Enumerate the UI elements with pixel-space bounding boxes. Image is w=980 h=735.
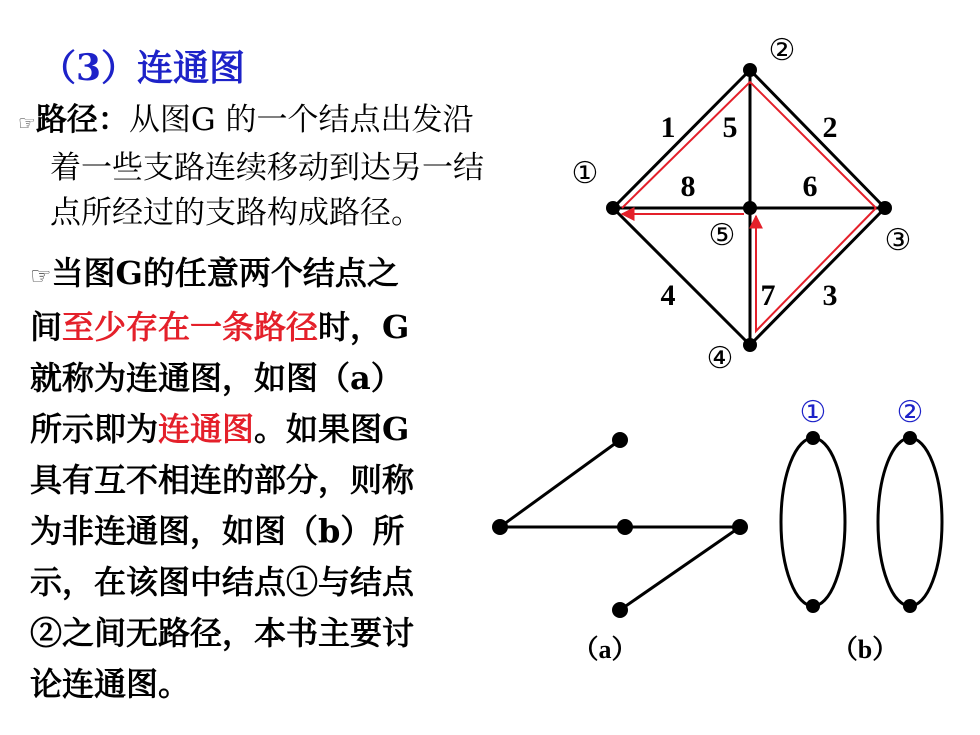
- edge-2: [750, 70, 885, 208]
- graph-b: [781, 395, 942, 664]
- def-line-2b: 时，G: [318, 308, 410, 346]
- edge-label-1: 1: [660, 111, 676, 144]
- path-def-line-1: 从图G 的一个结点出发沿: [128, 102, 474, 138]
- def-line-1: 当图G的任意两个结点之: [51, 254, 399, 292]
- graph-a-node: [617, 519, 633, 535]
- node-label-5: ⑤: [708, 218, 736, 253]
- def-line-3: 就称为连通图，如图（a）: [30, 359, 403, 397]
- edge-label-5: 5: [722, 111, 738, 144]
- def-highlight-path: 至少存在一条路径: [62, 308, 319, 346]
- node-dot-4: [743, 338, 757, 352]
- graph-a-node: [612, 602, 628, 618]
- def-line-9: 论连通图。: [30, 665, 191, 703]
- graph-b-node: [903, 599, 917, 613]
- graph-b-node: [903, 431, 917, 445]
- node-label-3: ③: [884, 223, 912, 258]
- graph-a-node: [612, 432, 628, 448]
- node-label-2: ②: [768, 33, 796, 68]
- caption-b: （b）: [831, 635, 899, 664]
- edge-label-3: 3: [822, 279, 838, 312]
- node-dot-1: [606, 201, 620, 215]
- edge-label-4: 4: [660, 279, 676, 312]
- def-line-4b: 。如果图G: [254, 410, 410, 448]
- graph-a: [492, 432, 748, 664]
- edge-label-2: 2: [822, 111, 838, 144]
- node-label-1: ①: [571, 156, 599, 191]
- node-dot-5: [743, 201, 757, 215]
- node-dot-2: [743, 63, 757, 77]
- path-def-line-2: 着一些支路连续移动到达另一结: [50, 150, 484, 186]
- def-line-2a: 间: [30, 308, 63, 346]
- page-title: （3）连通图: [40, 47, 246, 89]
- connected-graph-top: [572, 33, 912, 376]
- path-def-line-3: 点所经过的支路构成路径。: [50, 195, 422, 231]
- edge-label-8: 8: [680, 170, 696, 203]
- graph-b-node: [806, 431, 820, 445]
- def-line-4a: 所示即为: [30, 410, 159, 448]
- edge-label-6: 6: [802, 170, 818, 203]
- def-highlight-connected: 连通图: [158, 410, 255, 448]
- pointing-hand-icon: ☞: [30, 262, 52, 290]
- caption-a: （a）: [572, 635, 638, 664]
- def-line-8: ②之间无路径，本书主要讨: [30, 614, 415, 652]
- edge-label-7: 7: [760, 279, 776, 312]
- node-dot-3: [878, 201, 892, 215]
- path-term: 路径：: [35, 102, 129, 138]
- def-line-5: 具有互不相连的部分，则称: [30, 461, 415, 499]
- pointing-hand-icon: ☞: [18, 111, 36, 135]
- graph-a-node: [732, 519, 748, 535]
- node-label-4: ④: [706, 341, 734, 376]
- graph-b-label-1: ①: [799, 395, 827, 430]
- red-path-lower: [756, 208, 876, 331]
- graph-b-label-2: ②: [896, 395, 924, 430]
- graph-a-node: [492, 519, 508, 535]
- graph-b-node: [806, 599, 820, 613]
- edge-3: [750, 208, 885, 345]
- def-line-6: 为非连通图，如图（b）所: [30, 512, 405, 550]
- def-line-7: 示，在该图中结点①与结点: [30, 563, 415, 601]
